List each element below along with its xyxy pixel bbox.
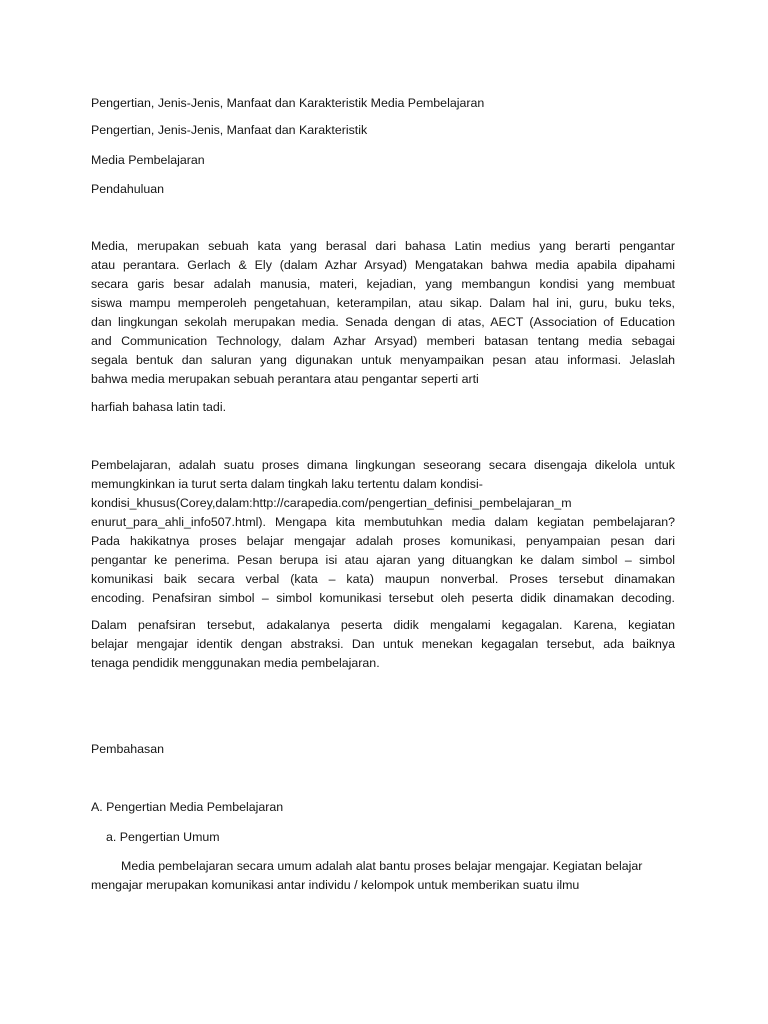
section-a-heading: A. Pengertian Media Pembelajaran bbox=[91, 800, 284, 814]
paragraph-line: Pada hakikatnya proses belajar mengajar adalah proses komunikasi, penyampaian pesan dari bbox=[91, 534, 675, 548]
paragraph-line: Dalam penafsiran tersebut, adakalanya peserta didik mengalami kegagalan. Karena, kegiatan bbox=[91, 618, 675, 632]
intro-paragraph-tail: harfiah bahasa latin tadi. bbox=[91, 400, 227, 414]
general-definition-line1: Media pembelajaran secara umum adalah alat bantu proses belajar mengajar. Kegiatan belajar bbox=[121, 859, 643, 873]
paragraph-line: Pembelajaran, adalah suatu proses dimana lingkungan seseorang secara disengaja dikelola untuk bbox=[91, 458, 675, 472]
learning-paragraph bbox=[91, 456, 675, 608]
document-title: Pengertian, Jenis-Jenis, Manfaat dan Karakteristik Media Pembelajaran bbox=[91, 96, 485, 110]
interpretation-paragraph bbox=[91, 616, 675, 673]
paragraph-line: memungkinkan ia turut serta dalam tingkah laku tertentu dalam kondisi- bbox=[91, 477, 483, 491]
paragraph-line: segala bentuk dan saluran yang digunakan untuk menyampaikan pesan atau informasi. Jelaslah bbox=[91, 353, 675, 367]
paragraph-line: dan lingkungan sekolah merupakan media. Senada dengan di atas, AECT (Association of Education bbox=[91, 315, 675, 329]
document-subtitle-line1: Pengertian, Jenis-Jenis, Manfaat dan Karakteristik bbox=[91, 123, 368, 137]
paragraph-line: secara garis besar adalah manusia, materi, kejadian, yang membangun kondisi yang membuat bbox=[91, 277, 675, 291]
discussion-heading: Pembahasan bbox=[91, 742, 165, 756]
intro-paragraph bbox=[91, 237, 675, 389]
paragraph-line: Media, merupakan sebuah kata yang berasal dari bahasa Latin medius yang berarti pengantar bbox=[91, 239, 675, 253]
intro-heading: Pendahuluan bbox=[91, 182, 165, 196]
paragraph-line: and Communication Technology, dalam Azhar Arsyad) memberi batasan tentang media sebagai bbox=[91, 334, 675, 348]
paragraph-line: tenaga pendidik menggunakan media pembelajaran. bbox=[91, 656, 380, 670]
paragraph-line: siswa mampu memperoleh pengetahuan, keterampilan, atau sikap. Dalam hal ini, guru, buku teks, bbox=[91, 296, 675, 310]
document-subtitle-line2: Media Pembelajaran bbox=[91, 153, 205, 167]
paragraph-line: bahwa media merupakan sebuah perantara atau pengantar seperti arti bbox=[91, 372, 479, 386]
paragraph-line: belajar mengajar identik dengan abstraksi. Dan untuk menekan kegagalan tersebut, ada baiknya bbox=[91, 637, 675, 651]
paragraph-line: kondisi_khusus(Corey,dalam:http://carapedia.com/pengertian_definisi_pembelajaran_m bbox=[91, 496, 572, 510]
subsection-a-heading: a. Pengertian Umum bbox=[106, 830, 220, 844]
paragraph-line: komunikasi baik secara verbal (kata – kata) maupun nonverbal. Proses tersebut dinamakan bbox=[91, 572, 675, 586]
paragraph-line: enurut_para_ahli_info507.html). Mengapa kita membutuhkan media dalam kegiatan pembelajaran? bbox=[91, 515, 675, 529]
paragraph-line: atau perantara. Gerlach & Ely (dalam Azhar Arsyad) Mengatakan bahwa media apabila dipahami bbox=[91, 258, 675, 272]
paragraph-line: pengantar ke penerima. Pesan berupa isi atau ajaran yang dituangkan ke dalam simbol – simbol bbox=[91, 553, 675, 567]
general-definition-line2: mengajar merupakan komunikasi antar individu / kelompok untuk memberikan suatu ilmu bbox=[91, 878, 580, 892]
paragraph-line: encoding. Penafsiran simbol – simbol komunikasi tersebut oleh peserta didik dinamakan decoding. bbox=[91, 591, 675, 605]
